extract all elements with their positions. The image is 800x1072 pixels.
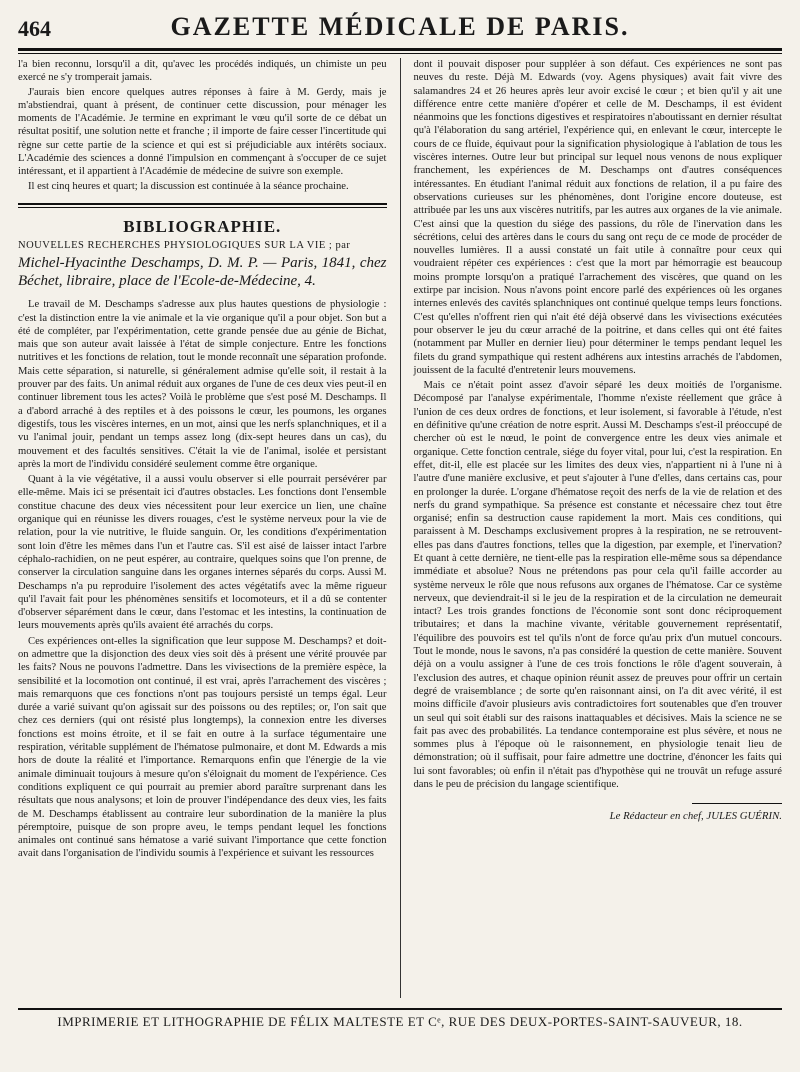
page-number: 464	[18, 16, 51, 41]
intro-paragraph: Il est cinq heures et quart; la discussion est continuée à la séance prochaine.	[28, 180, 349, 192]
intro-paragraph: l'a bien reconnu, lorsqu'il a dit, qu'avec les procédés indiqués, un chimiste un peu exercé ne s'y tromperait jamais.	[18, 59, 387, 84]
page-header	[18, 10, 782, 46]
body-paragraph: Ces expériences ont-elles la signification que leur suppose M. Deschamps? et doit-on admettre que la disjonction des deux vies soit dès à présent une vérité prouvée par les faits? Nous ne pouvons l'admettre. Dans les vivisections de la première espèce, la sensibilité et la locomotion ont continué, il est vrai, après l'arrachement des viscères ; mais remarquons que ces fonctions n'ont pas toujours persisté un temps égal. Leur durée a varié suivant qu'on agissait sur des poissons ou des reptiles; or, l'on sait que chez ces derniers (qui ont résisté plus longtemps), la connexion entre les diverses fonctions est moins étroite, et il se fait en outre à la surface tégumentaire une respiration, véritable supplément de l'hématose pulmonaire, et dont M. Edwards a mis hors de doute la réalité et l'importance. Remarquons enfin que l'énergie de la vie animale diminuait toujours à mesure qu'on s'éloignait du moment de l'expérience. Ces conditions expliquent ce qui pourrait au premier abord paraître surprenant dans les résultats que nous analysons; et loin de prouver l'indépendance des deux vies, les faits de M. Deschamps établissent au contraire leur subordination de la manière la plus péremptoire, puisque de son propre aveu, le temps pendant lequel les fonctions animales ont continué sans hématose a varié suivant l'importance que cette fonction avait dans l'organisation de l'individu soumis à l'expérience et suivant les ressources	[18, 635, 387, 860]
page-footer	[18, 1008, 782, 1030]
body-paragraph: Le travail de M. Deschamps s'adresse aux plus hautes questions de physiologie : c'est la distinction entre la vie animale et la vie organique qu'il a pour objet. Son but a été de compléter, par l'expérimentation, cette grande pensée due au génie de Bichat, mais que son auteur avait laissée à l'état de simple conjecture. Entre les fonctions nutritives et les fonctions de relation, tout le monde reconnaît une séparation profonde. Mais cette séparation, si naturelle, si généralement admise qu'elle soit, il restait à la prouver par des faits. Un animal réduit aux organes de l'une de ces deux vies peut-il en continuer librement tous les actes? Voilà le problème que s'est posé M. Deschamps. Il a d'abord arraché à des reptiles et à des poissons le cœur, les poumons, les organes digestifs, tous les viscères internes, en un mot, ainsi que les nerfs splanchniques, et il a vu l'animal jouir, pendant un temps assez long (dix-sept heures dans un cas), du mouvement et des facultés sensitives. C'était la vie de l'animal, isolée et persistant après la mort de l'individu considéré seulement comme être organique.	[18, 299, 387, 470]
header-rule	[18, 48, 782, 51]
two-column-body	[18, 58, 782, 998]
book-author: Michel-Hyacinthe Deschamps, D. M. P. — Paris, 1841, chez Béchet, libraire, place de l'Ecole-de-Médecine, 4.	[18, 255, 387, 290]
body-paragraph: dont il pouvait disposer pour suppléer à son défaut. Ces expériences ne sont pas neuves du reste. Déjà M. Edwards (voy. Agens physiques) avait fait vivre des salamandres 24 et 26 heures après leur avoir excisé le cœur ; et bien qu'il y ait une différence entre cette manière d'opérer et celle de M. Deschamps, il est évident néanmoins que les fonctions digestives et respiratoires n'aboutissant en dernier résultat qu'à l'élaboration du sang artériel, l'expérience qui, en enlevant le cœur, intercepte le cours de ce fluide, équivaut pour la signification physiologique à l'ablation de tous les viscères internes. Outre leur but principal sur lequel nous venons de nous expliquer franchement, les expériences de M. Deschamps ont d'autres conséquences intéressantes. En étudiant l'animal réduit aux fonctions de relation, il a pu faire des observations curieuses sur les phénomènes, dont l'origine encore douteuse, est attribuée par les uns aux viscères nutritifs, par les autres aux organes de la vie animale. C'est ainsi que la question du siége des passions, du rôle de l'inervation dans les sécrétions, celui des artères dans le cours du sang ont reçu de ce mode de procéder de nouvelles lumières. Il a aussi constaté un fait utile à connaître pour ceux qui voudraient répéter ces expériences : c'est que la mort par hémorragie est beaucoup moins prompte lorsqu'on a pratiqué l'arrachement des viscères, que quand on les extirpe par incision. Nous n'avons point encore parlé des expériences où les organes internes enlevés des cavités splanchniques ont continué quelque temps leurs fonctions. C'est qu'elles n'offrent rien qui n'ait été déjà observé dans les vivisections exécutées pour observer le jeu du cœur arraché de la poitrine, et dans celles qui ont été faites (notamment par Muller en dernier lieu) pour déterminer le temps pendant lequel les filets du grand sympathique qui restent adhérens aux intestins arrachés de l'abdomen, jouissent de la faculté d'entretenir leurs mouvemens.	[413, 59, 782, 376]
signature-rule	[692, 803, 782, 804]
newspaper-page	[18, 10, 782, 1062]
body-paragraph: Quant à la vie végétative, il a aussi voulu observer si elle pourrait persévérer par elle-même. Mais ici se présentait ici d'autres obstacles. Les fonctions dont l'ensemble constitue chacune des deux vies nécessitent pour leur exercice un lien, une chaîne organique qui en réunisse les divers rouages, c'est le système nerveux pour la vie de relation, pour la vie nutritive, le fluide sanguin. Or, les conditions d'expérimentation sont loin d'être les mêmes dans l'un et l'autre cas. S'il est aisé de laisser intact l'arbre céphalo-rachidien, on ne peut espérer, au contraire, quelques soins que l'on prenne, de conserver la circulation sanguine dans les organes internes séparés du corps. Aussi M. Deschamps n'a pu reproduire l'isolement des actes végétatifs avec la même rigueur qu'il l'avait fait pour les phénomènes sensitifs et locomoteurs, et il a dû se contenter d'observer séparément dans le cœur, dans l'estomac et les intestins, la continuation de leurs mouvements après qu'ils avaient été arrachés du corps.	[18, 474, 387, 632]
column-separator	[400, 58, 401, 998]
right-column	[404, 58, 783, 998]
book-title: NOUVELLES RECHERCHES PHYSIOLOGIQUES SUR LA VIE ; par	[18, 240, 351, 252]
header-rule-thin	[18, 53, 782, 54]
footer-rule	[18, 1008, 782, 1010]
editor-signature: Le Rédacteur en chef, JULES GUÉRIN.	[609, 810, 782, 823]
body-paragraph: Mais ce n'était point assez d'avoir séparé les deux moitiés de l'organisme. Décomposé par l'analyse expérimentale, l'homme n'existe réellement que grâce à l'union de ces deux ordres de fonctions, et leur isolement, si favorable à l'étude, n'est en définitive qu'une création de notre esprit. Aussi M. Deschamps s'est-il préoccupé de chercher où est le nœud, le point de convergence entre les deux vies animale et organique. Cette fonction centrale, siége du foyer vital, pour lui, c'est la respiration. En effet, dit-il, elle est placée sur les limites des deux vies, n'appartient ni à l'une ni à l'autre d'une manière exclusive, et peut s'ajouter à l'une d'elles, dans certains cas, pour en prolonger la durée. L'organe d'hématose reçoit des nerfs de la vie de relation et des nerfs du grand sympathique. Sa présence est constante et nécessaire chez tout être organisé; enfin sa destruction cause rapidement la mort. Mais ces conditions, qui paraissent à M. Deschamps exclusivement propres à la respiration, ne se retrouvent-elles pas dans d'autres fonctions, telles que la digestion, par exemple, et l'inervation? Et quant à cette dernière, ne tient-elle pas la respiration elle-même sous sa dépendance immédiate et absolue? Nous ne prétendons pas pour cela qu'il faille accorder au système nerveux le rôle que nous refusons aux organes de l'hématose. Car ce système nerveux, que deviendrait-il si le jeu de la respiration et de la circulation ne demeurait intact? Les trois grandes fonctions de l'économie sont sont donc réciproquement tributaires; et dans la machine vivante, véritable gouvernement représentatif, l'équilibre des pouvoirs est tel qu'ils n'ont de force qu'au prix d'un mutuel concours. Tout le monde, nous le savons, n'a pas considéré la question de cette manière. Souvent déjà on a voulu assigner à l'une de ces trois fonctions le rôle d'agent souverain, à l'exclusion des autres, et chaque opinion réunit assez de preuves pour offrir un certain degré de vraisemblance ; de sorte qu'en raisonnant ainsi, on l'a dit avec vérité, il est moins difficile d'avoir plusieurs avis contradictoires fort soutenables que d'en trouver un seul qui soit établi sur des raisons inattaquables et décisives. Mais la science ne se fait pas avec des probabilités. La tendance contemporaine est plus sévère, et nous ne sommes plus à l'époque où le raisonnement, en physiologie tenait lieu de démonstration; où il suffisait, pour faire admettre une doctrine, d'énoncer les faits qui lui sont favorables; où enfin il n'était pas d'hypothèse qui ne trouvât un refuge assuré dans le peu de précision du langage scientifique.	[413, 380, 782, 791]
section-title: BIBLIOGRAPHIE.	[123, 216, 282, 236]
left-column	[18, 58, 397, 998]
printer-imprint: IMPRIMERIE ET LITHOGRAPHIE DE FÉLIX MALTESTE ET Cᵉ, RUE DES DEUX-PORTES-SAINT-SAUVEUR, 18.	[57, 1014, 743, 1029]
journal-title: GAZETTE MÉDICALE DE PARIS.	[170, 12, 630, 41]
intro-paragraph: J'aurais bien encore quelques autres réponses à faire à M. Gerdy, mais je m'abstiendrai, quant à présent, de continuer cette discussion, pour ménager les moments de l'Académie. Je termine en exprimant le vœu qu'il sorte de ce débat un résultat positif, une solution nette et franche ; il importe de faire cesser l'incertitude qui règne sur cette partie de la science et qui est si préjudiciable aux intérêts sociaux. L'Académie des sciences a donné l'impulsion en commençant à s'occuper de ce sujet intéressant, et il appartient à l'Académie de médecine de suivre son exemple.	[18, 86, 387, 178]
section-divider	[18, 203, 387, 208]
